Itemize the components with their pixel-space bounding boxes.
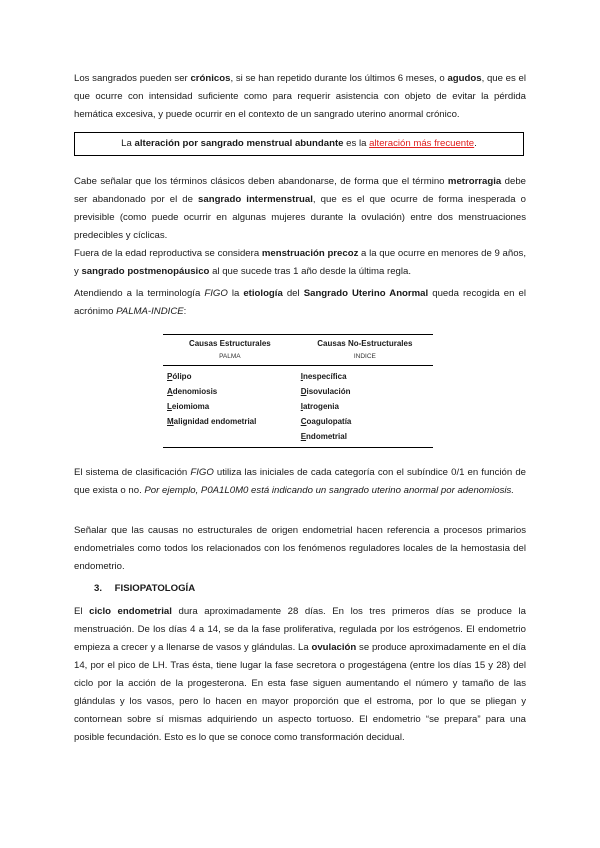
bold-term: Sangrado Uterino Anormal — [303, 288, 429, 299]
cell-text: ólipo — [172, 372, 192, 381]
text: Los sangrados pueden ser — [74, 73, 191, 84]
table-cell — [163, 414, 297, 429]
cell-text: alignidad endometrial — [173, 417, 257, 426]
text: se produce aproximadamente en el día 14, por el pico de LH. Tras ésta, tiene lugar la fase secretora o progestágena (entre los días 15 y 28) del ciclo por la acción de la progesterona. En esta fase siguen aumentando el número y tamaño de las glándulas y los vasos, pero lo hacen en mayor proporción que el estroma, por lo que se pliegan y contornean sobre sí mismas adquiriendo un aspecto tortuoso. El endometrio “se prepara” para una posible fecundación. Esto es lo que se conoce como transformación decidual. — [74, 642, 527, 743]
table-row — [163, 366, 433, 385]
initial-letter: C — [300, 417, 307, 426]
text: utiliza las iniciales de cada categoría con el subíndice 0/1 en función de que exista o no. — [74, 467, 526, 496]
initial-letter: I — [300, 402, 303, 411]
col-header-structural: Causas Estructurales — [163, 335, 297, 350]
initial-letter: A — [167, 387, 173, 396]
table-cell — [297, 384, 433, 399]
bold-term: alteración por sangrado menstrual abundante — [134, 138, 344, 149]
paragraph-terminology — [74, 173, 526, 245]
text: : — [183, 306, 187, 317]
text: es la — [343, 138, 370, 149]
table-cell — [297, 414, 433, 429]
italic-term: PALMA-INDICE — [116, 306, 184, 317]
text: , si se han repetido durante los últimos 6 meses, o — [230, 73, 448, 84]
paragraph-endometrial-cycle — [74, 603, 526, 747]
text: dura aproximadamente 28 días. En los tres primeros días se produce la menstruación. De los días 4 a 14, se da la fase proliferativa, regulada por los estrógenos. El endometrio empieza a crecer y a llenarse de vasos y glándulas. La — [74, 606, 526, 653]
paragraph-chronic-acute — [74, 70, 526, 124]
col-subheader-indice: INDICE — [297, 349, 433, 366]
initial-letter: P — [167, 372, 173, 381]
paragraph-reproductive-age — [74, 245, 526, 281]
cell-text: ndometrial — [306, 432, 347, 441]
bold-term: agudos — [447, 73, 482, 84]
section-heading — [94, 580, 195, 598]
cell-text: eiomioma — [171, 402, 210, 411]
cell-text: atrogenia — [302, 402, 339, 411]
cell-text: nespecífica — [302, 372, 347, 381]
text: debe ser abandonado por el de — [74, 176, 527, 205]
text: , que es el que ocurre con intensidad suficiente como para requerir asistencia con objeto de evitar la pérdida hemática excesiva, y puede ocurrir en el contexto de un sangrado uterino anormal crónico. — [74, 73, 526, 120]
initial-letter: I — [300, 372, 303, 381]
table-cell — [163, 384, 297, 399]
highlight-box — [74, 132, 524, 156]
italic-term: FIGO — [190, 467, 214, 478]
bold-term: menstruación precoz — [261, 248, 359, 259]
text: del — [282, 288, 304, 299]
text: El — [74, 606, 90, 617]
table-row — [163, 414, 433, 429]
paragraph-non-structural: Señalar que las causas no estructurales de origen endometrial hacen referencia a procesos primarios endometriales como todos los relacionados con los fenómenos reguladores locales de la hemostasia del endometrio. — [74, 525, 526, 572]
cell-text: denomiosis — [172, 387, 218, 396]
paragraph-classification — [74, 464, 526, 500]
section-number: 3. — [94, 583, 103, 594]
table-cell — [297, 399, 433, 414]
table-cell — [163, 429, 297, 448]
bold-term: crónicos — [190, 73, 231, 84]
initial-letter: L — [167, 402, 172, 411]
italic-example: Por ejemplo, P0A1L0M0 está indicando un sangrado uterino anormal por adenomiosis. — [144, 485, 514, 496]
italic-term: FIGO — [204, 288, 228, 299]
text: , que es el que ocurre de forma inesperada o previsible (como puede ocurrir en algunas mujeres durante la ovulación) entre dos menstruaciones predecibles y cíclicas. — [74, 194, 526, 241]
initial-letter: E — [300, 432, 307, 441]
palma-indice-table — [163, 334, 433, 448]
table-row — [163, 384, 433, 399]
table-cell — [297, 366, 433, 385]
paragraph-figo — [74, 285, 526, 321]
table-cell — [163, 399, 297, 414]
text: la — [227, 288, 244, 299]
bold-term: sangrado postmenopáusico — [81, 266, 210, 277]
text: Fuera de la edad reproductiva se considera — [74, 248, 262, 259]
table-row — [163, 399, 433, 414]
text: al que sucede tras 1 año desde la última regla. — [209, 266, 412, 277]
table-cell — [297, 429, 433, 448]
text: Cabe señalar que los términos clásicos deben abandonarse, de forma que el término — [74, 176, 448, 187]
col-header-non-structural: Causas No-Estructurales — [297, 335, 433, 350]
red-underlined-term: alteración más frecuente — [369, 138, 475, 149]
cell-text: isovulación — [306, 387, 351, 396]
text: queda recogida en el acrónimo — [74, 288, 526, 317]
bold-term: sangrado intermenstrual — [198, 194, 313, 205]
bold-term: metrorragia — [447, 176, 502, 187]
cell-text: oagulopatía — [306, 417, 352, 426]
table-cell — [163, 366, 297, 385]
section-title: FISIOPATOLOGÍA — [114, 583, 196, 594]
text: a la que ocurre en menores de 9 años, y — [74, 248, 526, 277]
text: El sistema de clasificación — [74, 467, 191, 478]
bold-term: etiología — [243, 288, 283, 299]
initial-letter: D — [300, 387, 307, 396]
col-subheader-palma: PALMA — [163, 349, 297, 366]
bold-term: ovulación — [311, 642, 357, 653]
text: La — [121, 138, 135, 149]
table-row — [163, 429, 433, 448]
bold-term: ciclo endometrial — [89, 606, 172, 617]
text: Atendiendo a la terminología — [74, 288, 205, 299]
initial-letter: M — [167, 417, 174, 426]
text: . — [474, 138, 477, 149]
